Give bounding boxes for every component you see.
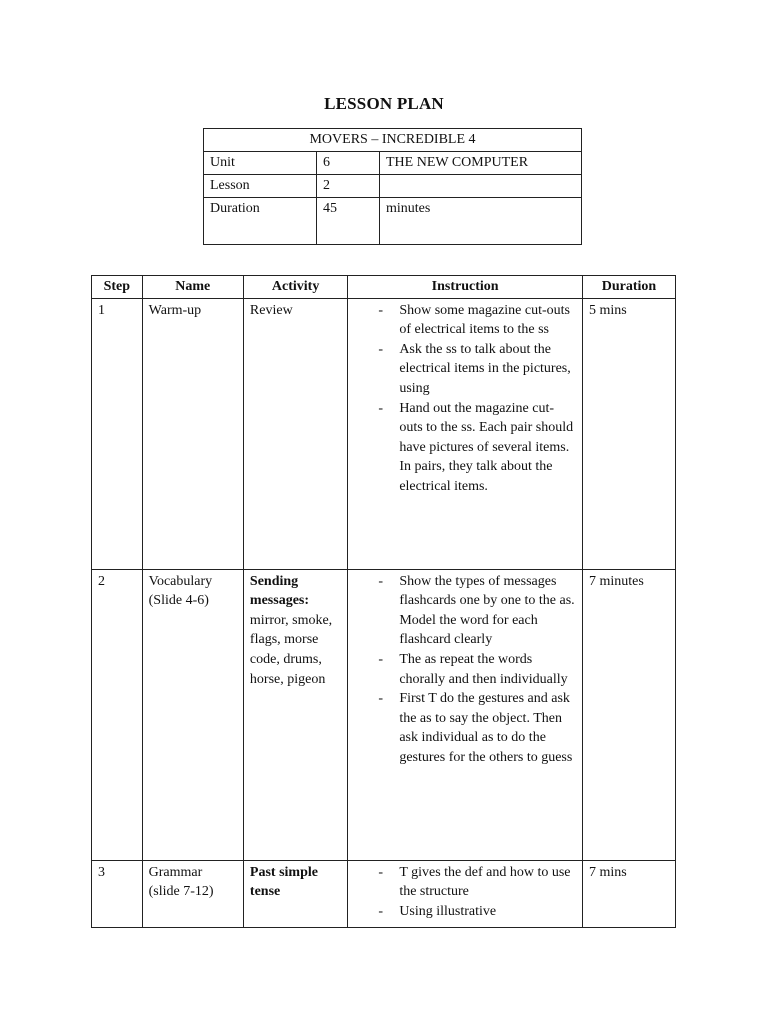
table-row	[92, 298, 676, 569]
name-line: (slide 7-12)	[148, 884, 214, 900]
col-header-duration: Duration	[582, 276, 675, 299]
info-value: 2	[317, 175, 380, 198]
info-row-unit	[204, 152, 582, 175]
instruction-item: - First T do the gestures and ask the as to say the object. Then ask individual as to do the gestures for the others to guess	[354, 689, 576, 767]
col-header-step: Step	[92, 276, 143, 299]
info-label: Duration	[204, 198, 317, 245]
activity-text: Review	[249, 302, 293, 318]
duration-cell: 7 mins	[582, 860, 675, 927]
duration-cell: 5 mins	[582, 298, 675, 569]
activity-cell	[243, 298, 347, 569]
instruction-item: - The as repeat the words chorally and then individually	[354, 650, 576, 689]
activity-cell	[243, 860, 347, 927]
name-line: (Slide 4-6)	[148, 593, 209, 609]
instruction-item: - T gives the def and how to use the structure	[354, 863, 576, 902]
instruction-list	[354, 572, 576, 768]
instruction-list	[354, 301, 576, 497]
instruction-item: - Ask the ss to talk about the electrical items in the pictures, using	[354, 340, 576, 399]
info-value: 6	[317, 152, 380, 175]
instruction-item: - Show some magazine cut-outs of electrical items to the ss	[354, 301, 576, 340]
instruction-item: - Hand out the magazine cut-outs to the ss. Each pair should have pictures of several items. In pairs, they talk about the electrical items.	[354, 399, 576, 497]
instruction-cell	[348, 569, 583, 860]
instruction-list	[354, 863, 576, 922]
activity-text: mirror, smoke, flags, morse code, drums, horse, pigeon	[249, 612, 333, 687]
col-header-instruction: Instruction	[348, 276, 583, 299]
info-extra: minutes	[380, 198, 582, 245]
name-cell	[142, 860, 243, 927]
step-cell: 3	[92, 860, 143, 927]
table-row	[92, 569, 676, 860]
instruction-item: - Show the types of messages flashcards one by one to the as. Model the word for each flashcard clearly	[354, 572, 576, 650]
page-title: LESSON PLAN	[324, 94, 444, 113]
info-extra: THE NEW COMPUTER	[380, 152, 582, 175]
col-header-activity: Activity	[243, 276, 347, 299]
info-extra	[380, 175, 582, 198]
step-cell: 1	[92, 298, 143, 569]
step-cell: 2	[92, 569, 143, 860]
info-label: Lesson	[204, 175, 317, 198]
info-header: MOVERS – INCREDIBLE 4	[204, 129, 582, 152]
info-header-row	[204, 129, 582, 152]
info-row-lesson	[204, 175, 582, 198]
name-line: Grammar	[148, 864, 203, 880]
info-value: 45	[317, 198, 380, 245]
instruction-item: - Using illustrative	[354, 902, 576, 922]
col-header-name: Name	[142, 276, 243, 299]
activity-cell	[243, 569, 347, 860]
name-line: Vocabulary	[148, 573, 213, 589]
lesson-steps-table	[91, 275, 676, 928]
name-cell	[142, 569, 243, 860]
lesson-info-table	[203, 128, 582, 245]
duration-cell: 7 minutes	[582, 569, 675, 860]
table-row	[92, 860, 676, 927]
name-cell	[142, 298, 243, 569]
activity-heading: Past simple tense	[249, 864, 318, 900]
instruction-cell	[348, 860, 583, 927]
info-label: Unit	[204, 152, 317, 175]
instruction-cell	[348, 298, 583, 569]
activity-heading: Sending messages:	[249, 573, 310, 609]
info-row-duration	[204, 198, 582, 245]
table-header-row	[92, 276, 676, 299]
name-line: Warm-up	[148, 302, 202, 318]
